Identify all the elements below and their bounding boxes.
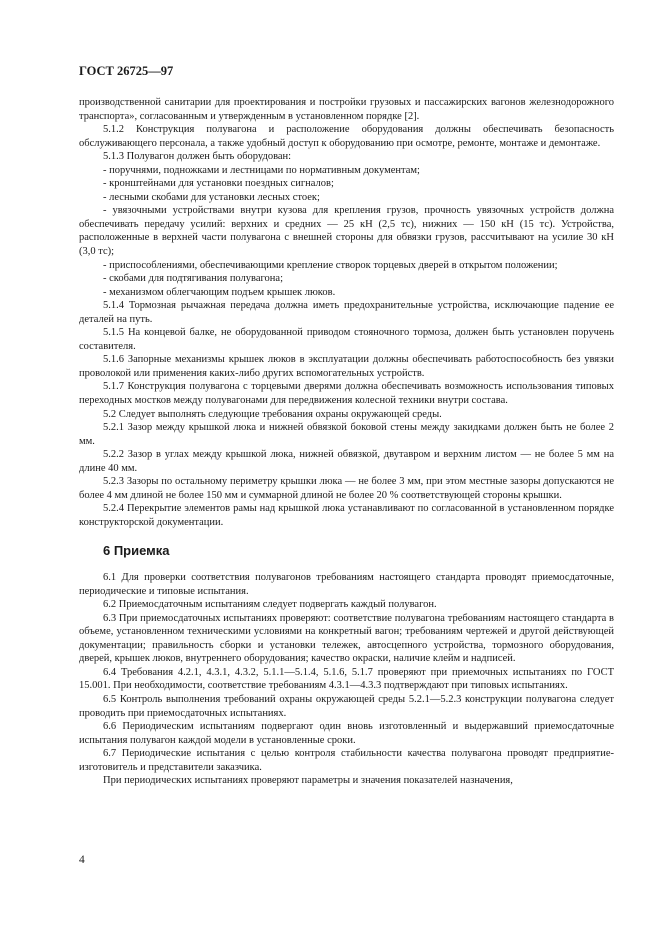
paragraph: 5.1.5 На концевой балке, не оборудованной приводом стояночного тормоза, должен быть установлен поручень составителя. [79, 327, 614, 352]
paragraph: 5.2.2 Зазор в углах между крышкой люка, нижней обвязкой, двутавром и верхним листом — не более 5 мм на длине 40 мм. [79, 449, 614, 474]
paragraph: 5.1.6 Запорные механизмы крышек люков в эксплуатации должны обеспечивать работоспособность без увязки проволокой или применения каких-либо других вспомогательных устройств. [79, 354, 614, 379]
document-body [79, 96, 614, 788]
paragraph: производственной санитарии для проектирования и постройки грузовых и пассажирских вагонов железнодорожного транспорта», согласованным и утвержденным в установленном порядке [2]. [79, 97, 614, 122]
section-heading: 6 Приемка [103, 542, 170, 558]
paragraph: - кронштейнами для установки поездных сигналов; [103, 178, 334, 190]
paragraph: 6.3 При приемосдаточных испытаниях проверяют: соответствие полувагона требованиям настоящего стандарта в объеме, установленном техническими условиями на конкретный вагон; требованиям чертежей и другой действующей документации; правильность сборки и установки тележек, автосцепного устройства, тормозного оборудования, дверей, крышек люков, внутреннего оборудования; качество окраски, наличие клейм и надписей. [79, 612, 614, 665]
paragraph: 5.1.4 Тормозная рычажная передача должна иметь предохранительные устройства, исключающие падение ее деталей на путь. [79, 300, 614, 325]
paragraph: 6.7 Периодические испытания с целью контроля стабильности качества полувагона проводят предприятие-изготовитель и представители заказчика. [79, 748, 614, 773]
paragraph: - приспособлениями, обеспечивающими крепление створок торцевых дверей в открытом положении; [103, 259, 558, 271]
paragraph: 5.2 Следует выполнять следующие требования охраны окружающей среды. [103, 408, 442, 420]
paragraph: 5.1.7 Конструкция полувагона с торцевыми дверями должна обеспечивать возможность использования типовых переходных мостков между полувагонами для передвижения колесной техники внутри состава. [79, 381, 614, 407]
paragraph: - лесными скобами для установки лесных стоек; [103, 191, 320, 203]
paragraph: 6.4 Требования 4.2.1, 4.3.1, 4.3.2, 5.1.1—5.1.4, 5.1.6, 5.1.7 проверяют при приемочных испытаниях по ГОСТ 15.001. При необходимости, соответствие требованиям 4.3.1—4.3.3 подтверждают при типовых испытаниях. [79, 666, 614, 692]
paragraph: - механизмом облегчающим подъем крышек люков. [103, 286, 336, 298]
paragraph: 5.1.3 Полувагон должен быть оборудован: [103, 151, 292, 163]
paragraph: 5.2.4 Перекрытие элементов рамы над крышкой люка устанавливают по согласованной в установленном порядке конструкторской документации. [79, 503, 614, 528]
paragraph: 5.2.3 Зазоры по остальному периметру крышки люка — не более 3 мм, при этом местные зазоры допускаются не более 4 мм длиной не более 150 мм и суммарной длиной не более 20 % соответствующей стороны крышки. [79, 476, 614, 501]
document-header: ГОСТ 26725—97 [79, 64, 174, 78]
paragraph: 6.2 Приемосдаточным испытаниям следует подвергать каждый полувагон. [103, 599, 437, 611]
paragraph: - скобами для подтягивания полувагона; [103, 273, 284, 285]
paragraph: - увязочными устройствами внутри кузова для крепления грузов, прочность увязочных устройств должна обеспечивать передачу усилий: верхних и средних — 25 кН (2,5 тс), нижних — 150 кН (15 тс). Устройства, расположенные в верхней части полувагона с внешней стороны для обвязки грузов, рассчитывают на усилие 30 кН (3,0 тс); [79, 205, 614, 258]
paragraph: 5.2.1 Зазор между крышкой люка и нижней обвязкой боковой стены между закидками должен быть не более 2 мм. [79, 422, 614, 447]
section-6-text [79, 571, 614, 788]
paragraph: При периодических испытаниях проверяют параметры и значения показателей назначения, [103, 775, 513, 787]
paragraph: 5.1.2 Конструкция полувагона и расположение оборудования должны обеспечивать безопасность обслуживающего персонала, а также удобный доступ к оборудованию при осмотре, ремонте, монтаже и демонтаже. [79, 124, 614, 149]
paragraph: 6.6 Периодическим испытаниям подвергают один вновь изготовленный и выдержавший приемосдаточные испытания полувагон каждой модели в установленные сроки. [79, 721, 614, 746]
section-5-text [79, 96, 614, 530]
paragraph: 6.1 Для проверки соответствия полувагонов требованиям настоящего стандарта проводят приемосдаточные, периодические и типовые испытания. [79, 572, 614, 597]
page-number: 4 [79, 854, 85, 866]
paragraph: 6.5 Контроль выполнения требований охраны окружающей среды 5.2.1—5.2.3 конструкции полувагона следует проводить при приемосдаточных испытаниях. [79, 693, 614, 719]
paragraph: - поручнями, подножками и лестницами по нормативным документам; [103, 164, 420, 176]
